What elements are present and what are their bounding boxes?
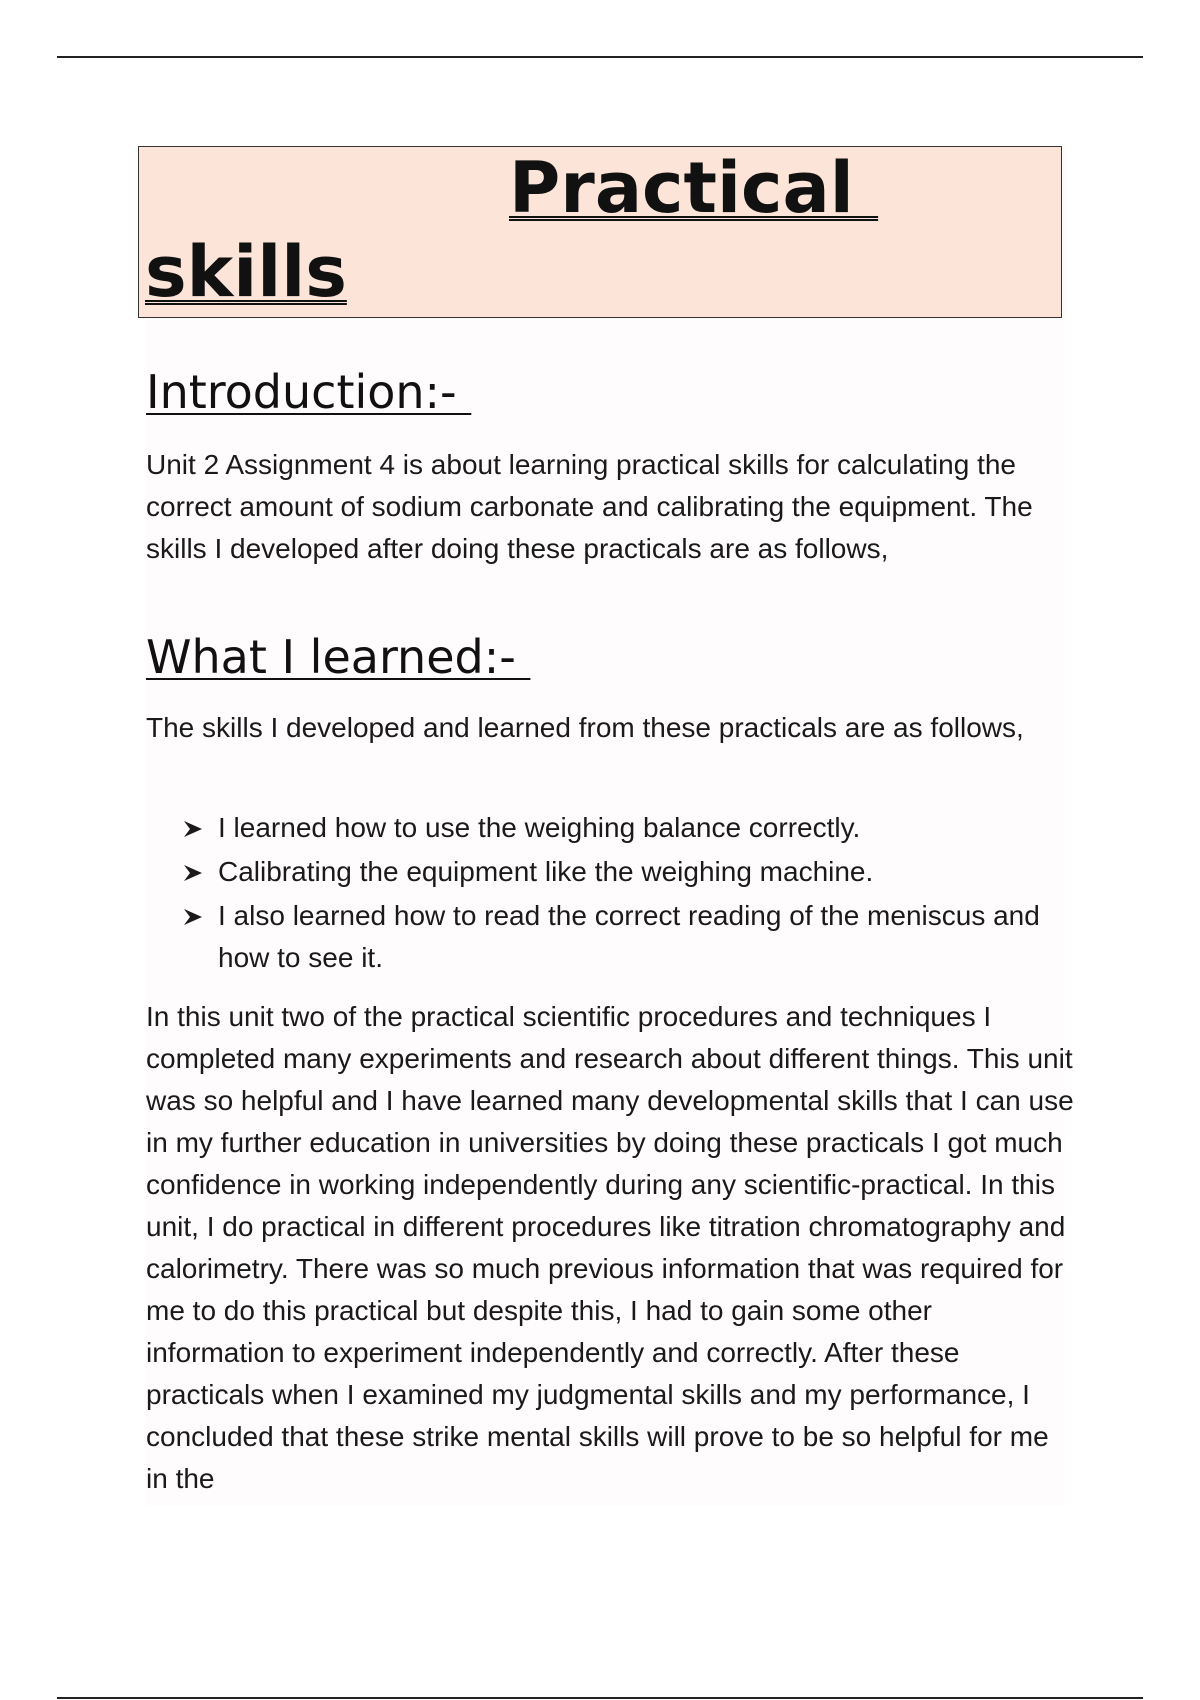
arrowhead-bullet-icon: [182, 819, 204, 839]
introduction-paragraph: Unit 2 Assignment 4 is about learning practical skills for calculating the correct amount of sodium carbonate and calibrating the equipment. The skills I developed after doing these practicals are as follows,: [146, 449, 1033, 564]
bullet-item: [182, 851, 1062, 893]
learned-intro-paragraph: The skills I developed and learned from these practicals are as follows,: [146, 712, 1024, 743]
skills-bullet-list: [182, 807, 1062, 981]
footer-rule: [57, 1697, 1143, 1699]
bullet-item: [182, 895, 1062, 979]
arrowhead-bullet-icon: [182, 863, 204, 883]
page-title-line-1: Practical: [509, 147, 879, 229]
header-rule: [57, 56, 1143, 58]
bullet-text: Calibrating the equipment like the weighing machine.: [218, 856, 874, 887]
arrowhead-bullet-icon: [182, 907, 204, 927]
page-title-line-2: skills: [145, 231, 347, 313]
introduction-heading: Introduction:-: [146, 365, 472, 419]
bullet-item: [182, 807, 1062, 849]
learned-body-paragraph: In this unit two of the practical scientific procedures and techniques I completed many experiments and research about different things. This unit was so helpful and I have learned many developmental skills that I can use in my further education in universities by doing these practicals I got much confidence in working independently during any scientific-practical. In this unit, I do practical in different procedures like titration chromatography and calorimetry. There was so much previous information that was required for me to do this practical but despite this, I had to gain some other information to experiment independently and correctly. After these practicals when I examined my judgmental skills and my performance, I concluded that these strike mental skills will prove to be so helpful for me in the: [146, 1001, 1074, 1494]
what-i-learned-heading: What I learned:-: [146, 630, 531, 684]
bullet-text: I learned how to use the weighing balance correctly.: [218, 812, 861, 843]
bullet-text: I also learned how to read the correct reading of the meniscus and how to see it.: [218, 900, 1040, 973]
